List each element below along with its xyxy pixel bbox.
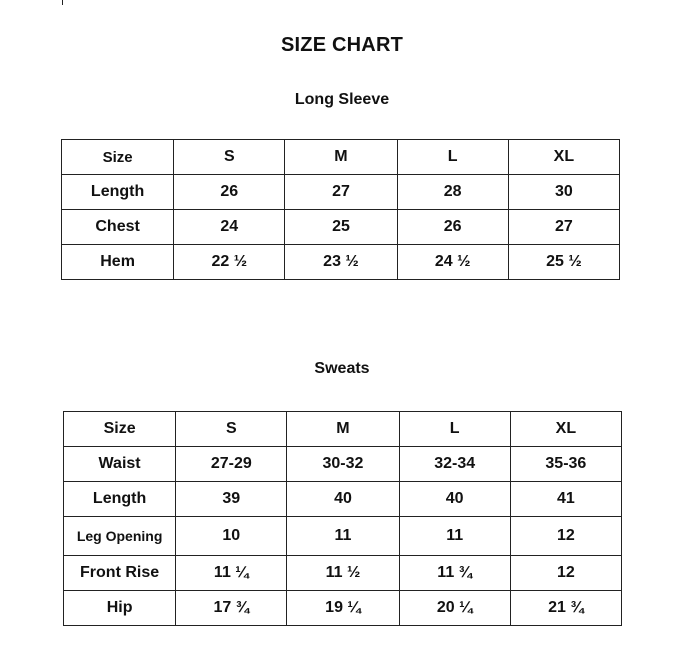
header-cell: S [174,140,285,175]
table-header-row [64,412,622,447]
row-label: Hip [64,591,176,626]
table-row [64,591,622,626]
header-cell: M [285,140,397,175]
table-cell: 26 [397,210,508,245]
row-label: Front Rise [64,556,176,591]
row-label: Length [62,175,174,210]
table-cell: 20 ¼ [399,591,510,626]
table-cell: 41 [510,482,621,517]
table-cell: 32-34 [399,447,510,482]
table-cell: 26 [174,175,285,210]
header-cell: L [397,140,508,175]
table-row [64,482,622,517]
header-cell: L [399,412,510,447]
table-row [64,447,622,482]
row-label: Hem [62,245,174,280]
header-cell: Size [62,140,174,175]
row-label: Chest [62,210,174,245]
table-cell: 11 ¼ [176,556,287,591]
table-cell: 40 [287,482,399,517]
table-cell: 11 [287,517,399,556]
long-sleeve-title: Long Sleeve [294,91,390,108]
table-cell: 19 ¼ [287,591,399,626]
table-cell: 10 [176,517,287,556]
table-cell: 24 ½ [397,245,508,280]
table-cell: 12 [510,556,621,591]
table-cell: 27 [285,175,397,210]
table-cell: 25 [285,210,397,245]
header-cell: XL [510,412,621,447]
row-label: Waist [64,447,176,482]
table-cell: 28 [397,175,508,210]
table-row [64,556,622,591]
table-cell: 25 ½ [508,245,619,280]
table-row [62,210,620,245]
table-row [62,175,620,210]
table-cell: 30-32 [287,447,399,482]
table-cell: 23 ½ [285,245,397,280]
table-cell: 11 [399,517,510,556]
table-cell: 17 ¾ [176,591,287,626]
table-header-row [62,140,620,175]
header-cell: M [287,412,399,447]
row-label: Length [64,482,176,517]
table-cell: 40 [399,482,510,517]
sweats-table [63,411,622,626]
page-edge-mark [62,0,63,5]
table-cell: 12 [510,517,621,556]
header-cell: XL [508,140,619,175]
row-label: Leg Opening [64,517,176,556]
long-sleeve-table [61,139,620,280]
table-cell: 35-36 [510,447,621,482]
table-cell: 27-29 [176,447,287,482]
header-cell: Size [64,412,176,447]
table-cell: 22 ½ [174,245,285,280]
table-cell: 39 [176,482,287,517]
table-cell: 11 ½ [287,556,399,591]
table-cell: 24 [174,210,285,245]
page-title: SIZE CHART [281,34,403,56]
header-cell: S [176,412,287,447]
table-row [64,517,622,556]
table-row [62,245,620,280]
table-cell: 21 ¾ [510,591,621,626]
table-cell: 11 ¾ [399,556,510,591]
sweats-title: Sweats [314,360,370,377]
table-cell: 27 [508,210,619,245]
table-cell: 30 [508,175,619,210]
